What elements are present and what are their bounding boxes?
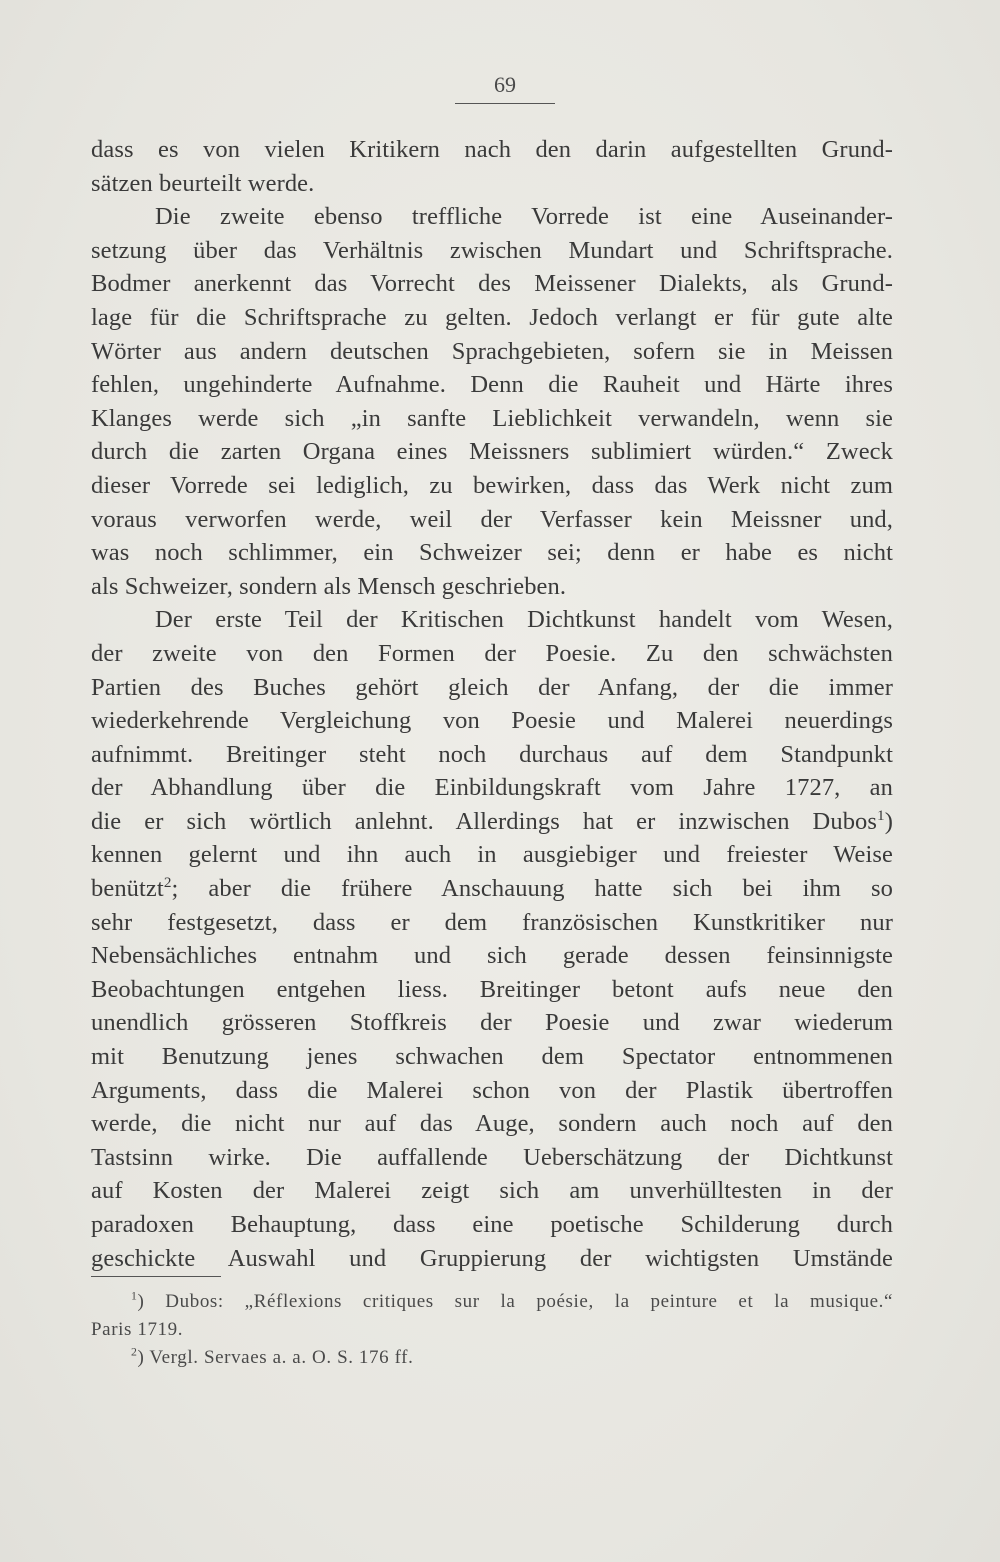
page-number: 69 (494, 72, 516, 97)
text-line (91, 872, 893, 906)
text-line: durch die zarten Organa eines Meissners sublimiert würden.“ Zweck (91, 438, 893, 466)
text-line: geschickte Auswahl und Gruppierung der wichtigsten Umstände (91, 1244, 893, 1272)
footnotes (91, 1288, 893, 1372)
footnote-mark-2: 2 (131, 1345, 138, 1359)
text-line: mit Benutzung jenes schwachen dem Spectator entnommenen (91, 1043, 893, 1071)
text-line: lage für die Schriftsprache zu gelten. Jedoch verlangt er für gute alte (91, 303, 893, 331)
footnote-ref-2: 2 (163, 873, 172, 891)
text-line: fehlen, ungehinderte Aufnahme. Denn die Rauheit und Härte ihres (91, 371, 893, 399)
footnote-2: $^2$) Vergl. Servaes a. a. O. S. 176 ff. (131, 1345, 414, 1368)
text-line: Bodmer anerkennt das Vorrecht des Meissener Dialekts, als Grund- (91, 270, 893, 298)
line-text-rest: ; aber die frühere Anschauung hatte sich bei ihm so (171, 875, 893, 903)
text-line: dieser Vorrede sei lediglich, zu bewirken, dass das Werk nicht zum (91, 471, 893, 499)
text-line: der Abhandlung über die Einbildungskraft vom Jahre 1727, an (91, 774, 893, 802)
text-line: aufnimmt. Breitinger steht noch durchaus auf dem Standpunkt (91, 740, 893, 768)
text-line: als Schweizer, sondern als Mensch geschrieben. (91, 572, 567, 600)
text-line: auf Kosten der Malerei zeigt sich am unverhülltesten in der (91, 1177, 893, 1205)
footnote-1: $^1$) Dubos: „Réflexions critiques sur la poésie, la peinture et la musique.“ (131, 1289, 893, 1312)
text-line: Wörter aus andern deutschen Sprachgebieten, sofern sie in Meissen (91, 337, 893, 365)
footnote-rule (91, 1276, 221, 1277)
line-text: benützt (91, 875, 164, 903)
footnote-1-continuation: Paris 1719. (91, 1319, 184, 1340)
line-text: die er sich wörtlich anlehnt. Allerdings hat er inzwischen Dubos (91, 807, 878, 835)
text-line: kennen gelernt und ihn auch in ausgiebiger und freiester Weise (91, 841, 893, 869)
text-line: wiederkehrende Vergleichung von Poesie und Malerei neuerdings (91, 707, 893, 735)
text-line: sehr festgesetzt, dass er dem französischen Kunstkritiker nur (91, 908, 893, 936)
body-text (91, 133, 893, 1275)
footnote-1-text: Dubos: „Réflexions critiques sur la poésie, la peinture et la musique.“ (144, 1291, 893, 1312)
page-number-rule (455, 103, 555, 104)
footnote-ref-1: 1 (877, 806, 885, 824)
text-line: werde, die nicht nur auf das Auge, sondern auch noch auf den (91, 1110, 893, 1138)
text-line: setzung über das Verhältnis zwischen Mundart und Schriftsprache. (91, 236, 893, 264)
footnote-2-text: Vergl. Servaes a. a. O. S. 176 ff. (144, 1347, 414, 1368)
text-line: Nebensächliches entnahm und sich gerade dessen feinsinnigste (91, 942, 893, 970)
text-line: der zweite von den Formen der Poesie. Zu den schwächsten (91, 639, 893, 667)
text-line: Tastsinn wirke. Die auffallende Ueberschätzung der Dichtkunst (91, 1143, 893, 1171)
text-line: was noch schlimmer, ein Schweizer sei; denn er habe es nicht (91, 539, 893, 567)
text-line: paradoxen Behauptung, dass eine poetische Schilderung durch (91, 1211, 893, 1238)
footnote-mark-1: 1 (131, 1289, 138, 1303)
text-line: voraus verworfen werde, weil der Verfasser kein Meissner und, (91, 505, 893, 533)
text-line: Der erste Teil der Kritischen Dichtkunst handelt vom Wesen, (155, 606, 893, 634)
text-line: Arguments, dass die Malerei schon von der Plastik übertroffen (91, 1076, 893, 1104)
text-line: Klanges werde sich „in sanfte Lieblichkeit verwandeln, wenn sie (91, 404, 893, 432)
text-line: unendlich grösseren Stoffkreis der Poesie und zwar wiederum (91, 1009, 893, 1037)
text-line: Partien des Buches gehört gleich der Anfang, der die immer (91, 673, 893, 701)
text-line: dass es von vielen Kritikern nach den darin aufgestellten Grund- (91, 136, 893, 163)
footnote-ref-bracket: ) (884, 807, 893, 835)
text-line: Beobachtungen entgehen liess. Breitinger betont aufs neue den (91, 975, 893, 1003)
text-line: Die zweite ebenso treffliche Vorrede ist eine Auseinander- (155, 203, 893, 231)
text-line: sätzen beurteilt werde. (91, 169, 315, 197)
text-line (91, 805, 893, 839)
